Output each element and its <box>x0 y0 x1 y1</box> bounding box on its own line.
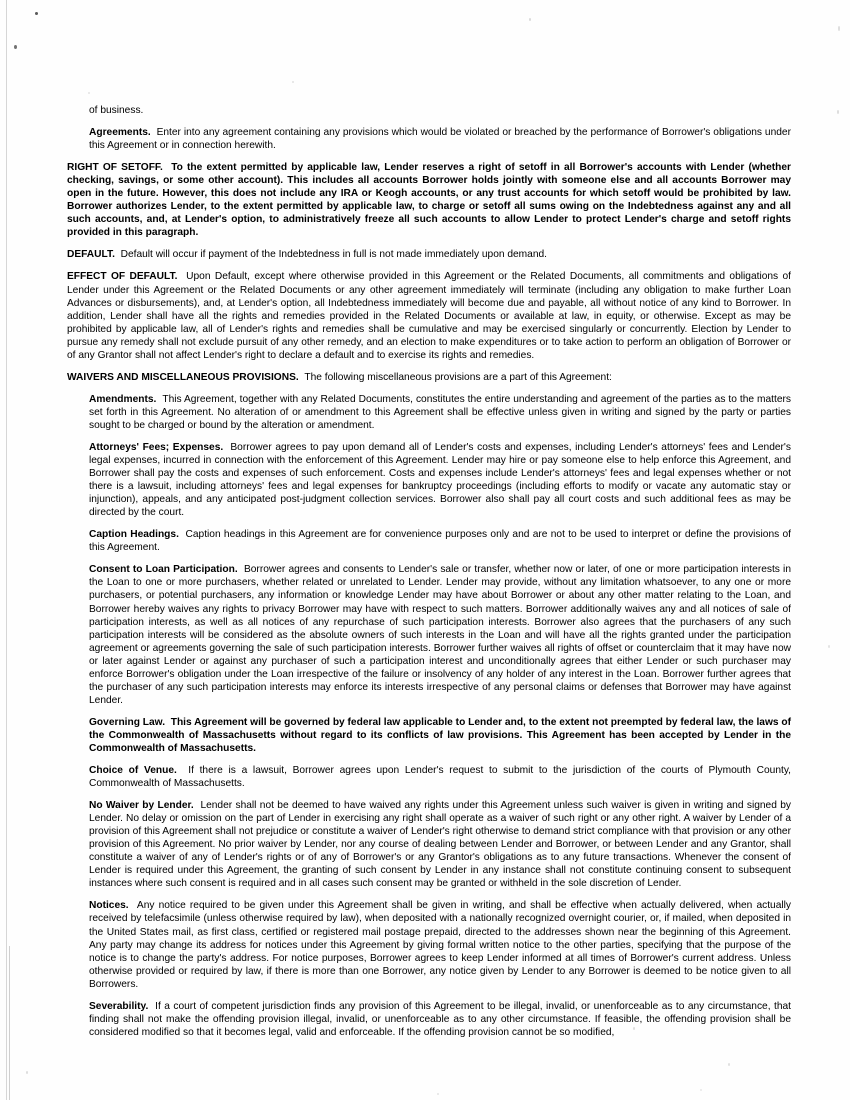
section-body: Borrower agrees to pay upon demand all of Lender's costs and expenses, including Lender's attorneys' fees and Lender's legal expenses, incurred in connection with the enforcement of this Agreement. Lender may hire or pay someone else to help enforce this Agreement, and Borrower shall pay the costs and expenses of such enforcement. Costs and expenses include Lender's attorneys' fees and legal expenses whether or not there is a lawsuit, including attorneys' fees and legal expenses for bankruptcy proceedings (including efforts to modify or vacate any automatic stay or injunction), appeals, and any anticipated post-judgment collection services. Borrower also shall pay all court costs and such additional fees as may be directed by the court. <box>89 441 791 519</box>
section-choice-of-venue <box>89 764 791 790</box>
section-body: To the extent permitted by applicable law, Lender reserves a right of setoff in all Borrower's accounts with Lender (whether checking, savings, or some other account). This includes all accounts Borrower holds jointly with someone else and all accounts Borrower may open in the future. However, this does not include any IRA or Keogh accounts, or any trust accounts for which setoff would be prohibited by law. Borrower authorizes Lender, to the extent permitted by applicable law, to charge or setoff all sums owing on the Indebtedness against any and all such accounts, and, at Lender's option, to administratively freeze all such accounts to allow Lender to protect Lender's charge and setoff rights provided in this paragraph. <box>67 162 791 239</box>
section-severability <box>89 1000 791 1039</box>
section-effect-of-default <box>67 270 791 361</box>
scan-speckle <box>728 1063 730 1066</box>
section-right-of-setoff <box>67 161 791 239</box>
section-body: Borrower agrees and consents to Lender's sale or transfer, whether now or later, of one or more participation interests in the Loan to one or more purchasers, whether related or unrelated to Lender. Lender may provide, without any limitation whatsoever, to any one or more purchasers, or potential purchasers, any information or knowledge Lender may have about Borrower or about any other matter relating to the Loan, and Borrower hereby waives any rights to privacy Borrower may have with respect to such matters. Borrower additionally waives any and all notices of sale of participation interests, as well as all notices of any repurchase of such participation interests. Borrower also agrees that the purchasers of any such participation interests will be considered as the absolute owners of such interests in the Loan and will have all the rights granted under the participation agreement or agreements governing the sale of such participation interests. Borrower further waives all rights of offset or counterclaim that it may have now or later against Lender or against any purchaser of such a participation interest and unconditionally agrees that either Lender or such purchaser may enforce Borrower's obligation under the Loan irrespective of the failure or insolvency of any holder of any interest in the Loan. Borrower further agrees that the purchaser of any such participation interests may enforce its interests irrespective of any personal claims or defenses that Borrower may have against Lender. <box>89 564 791 706</box>
section-body: Upon Default, except where otherwise provided in this Agreement or the Related Documents, all commitments and obligations of Lender under this Agreement or the Related Documents or any other agreement immediately will terminate (including any obligation to make further Loan Advances or disbursements), and, at Lender's option, all Indebtedness immediately will become due and payable, all without notice of any kind to Borrower. In addition, Lender shall have all the rights and remedies provided in the Related Documents or available at law, in equity, or otherwise. Except as may be prohibited by applicable law, all of Lender's rights and remedies shall be cumulative and may be exercised singularly or concurrently. Election by Lender to pursue any remedy shall not exclude pursuit of any other remedy, and an election to make expenditures or to take action to perform an obligation of Borrower or of any Grantor shall not affect Lender's right to declare a default and to exercise its rights and remedies. <box>67 271 791 361</box>
section-heading: WAIVERS AND MISCELLANEOUS PROVISIONS. <box>67 371 299 383</box>
section-consent-to-loan-participation <box>89 563 791 707</box>
section-heading: Consent to Loan Participation. <box>89 564 238 576</box>
section-heading: Caption Headings. <box>89 529 179 541</box>
scan-edge-line-lower <box>9 946 10 1100</box>
section-heading: No Waiver by Lender. <box>89 800 194 812</box>
scan-speckle <box>35 12 38 15</box>
section-notices <box>89 899 791 990</box>
section-heading: Choice of Venue. <box>89 765 177 777</box>
section-body: Default will occur if payment of the Indebtedness in full is not made immediately upon demand. <box>120 249 548 261</box>
section-body: If a court of competent jurisdiction finds any provision of this Agreement to be illegal, invalid, or unenforceable as to any circumstance, that finding shall not make the offending provision illegal, invalid, or unenforceable as to any other circumstance. If feasible, the offending provision shall be considered modified so that it becomes legal, valid and enforceable. If the offending provision cannot be so modified, <box>89 1000 791 1038</box>
scan-speckle <box>828 645 830 648</box>
scan-speckle <box>292 81 294 83</box>
scan-speckle <box>14 45 17 49</box>
section-agreements <box>89 126 791 152</box>
section-heading: Notices. <box>89 900 129 912</box>
scan-speckle <box>700 1089 702 1091</box>
scan-speckle <box>838 26 840 31</box>
scan-edge-line <box>6 0 7 1100</box>
section-body: If there is a lawsuit, Borrower agrees upon Lender's request to submit to the jurisdiction of the courts of Plymouth County, Commonwealth of Massachusetts. <box>89 765 791 790</box>
section-body: Any notice required to be given under this Agreement shall be given in writing, and shall be effective when actually delivered, when actually received by telefacsimile (unless otherwise required by law), when deposited with a nationally recognized overnight courier, or, if mailed, when deposited in the United States mail, as first class, certified or registered mail postage prepaid, directed to the addresses shown near the beginning of this Agreement. Any party may change its address for notices under this Agreement by giving formal written notice to the other parties, specifying that the purpose of the notice is to change the party's address. For notice purposes, Borrower agrees to keep Lender informed at all times of Borrower's current address. Unless otherwise provided or required by law, if there is more than one Borrower, any notice given by Lender to any Borrower is deemed to be notice given to all Borrowers. <box>89 900 791 990</box>
section-governing-law <box>89 716 791 755</box>
scan-speckle <box>529 18 531 21</box>
section-heading: RIGHT OF SETOFF. <box>67 162 163 174</box>
section-body: Caption headings in this Agreement are for convenience purposes only and are not to be used to interpret or define the provisions of this Agreement. <box>89 529 791 554</box>
section-heading: EFFECT OF DEFAULT. <box>67 271 178 283</box>
scan-speckle <box>437 1093 439 1095</box>
section-body: Lender shall not be deemed to have waived any rights under this Agreement unless such waiver is given in writing and signed by Lender. No delay or omission on the part of Lender in exercising any right shall operate as a waiver of such right or any other right. A waiver by Lender of a provision of this Agreement shall not prejudice or constitute a waiver of Lender's right otherwise to demand strict compliance with that provision or any other provision of this Agreement. No prior waiver by Lender, nor any course of dealing between Lender and Borrower, or between Lender and any Grantor, shall constitute a waiver of any of Lender's rights or of any of Borrower's or any Grantor's obligations as to any future transactions. Whenever the consent of Lender is required under this Agreement, the granting of such consent by Lender in any instance shall not constitute continuing consent to subsequent instances where such consent is required and in all cases such consent may be granted or withheld in the sole discretion of Lender. <box>89 800 791 890</box>
section-body: This Agreement, together with any Related Documents, constitutes the entire understanding and agreement of the parties as to the matters set forth in this Agreement. No alteration of or amendment to this Agreement shall be effective unless given in writing and signed by the party or parties sought to be charged or bound by the alteration or amendment. <box>89 393 791 431</box>
continuation-line <box>89 104 791 117</box>
scan-speckle <box>88 92 90 94</box>
section-heading: Severability. <box>89 1000 149 1012</box>
section-body: Enter into any agreement containing any provisions which would be violated or breached by the performance of Borrower's obligations under this Agreement or in connection herewith. <box>89 127 791 152</box>
section-amendments <box>89 393 791 432</box>
section-heading: Agreements. <box>89 127 151 139</box>
section-no-waiver-by-lender <box>89 799 791 890</box>
section-body: The following miscellaneous provisions are a part of this Agreement: <box>304 371 612 383</box>
section-heading: DEFAULT. <box>67 249 115 261</box>
section-default <box>67 248 791 261</box>
section-caption-headings <box>89 528 791 554</box>
section-heading: Amendments. <box>89 393 157 405</box>
scan-speckle <box>837 110 839 114</box>
section-body: This Agreement will be governed by federal law applicable to Lender and, to the extent not preempted by federal law, the laws of the Commonwealth of Massachusetts without regard to its conflicts of law provisions. This Agreement has been accepted by Lender in the Commonwealth of Massachusetts. <box>89 716 791 754</box>
section-attorneys-fees-expenses <box>89 441 791 519</box>
document-body <box>67 104 791 1039</box>
continuation-text: of business. <box>89 105 144 116</box>
section-waivers-and-miscellaneous-provisions <box>67 371 791 384</box>
section-heading: Attorneys' Fees; Expenses. <box>89 441 224 453</box>
scan-speckle <box>26 1071 28 1074</box>
section-heading: Governing Law. <box>89 716 166 728</box>
